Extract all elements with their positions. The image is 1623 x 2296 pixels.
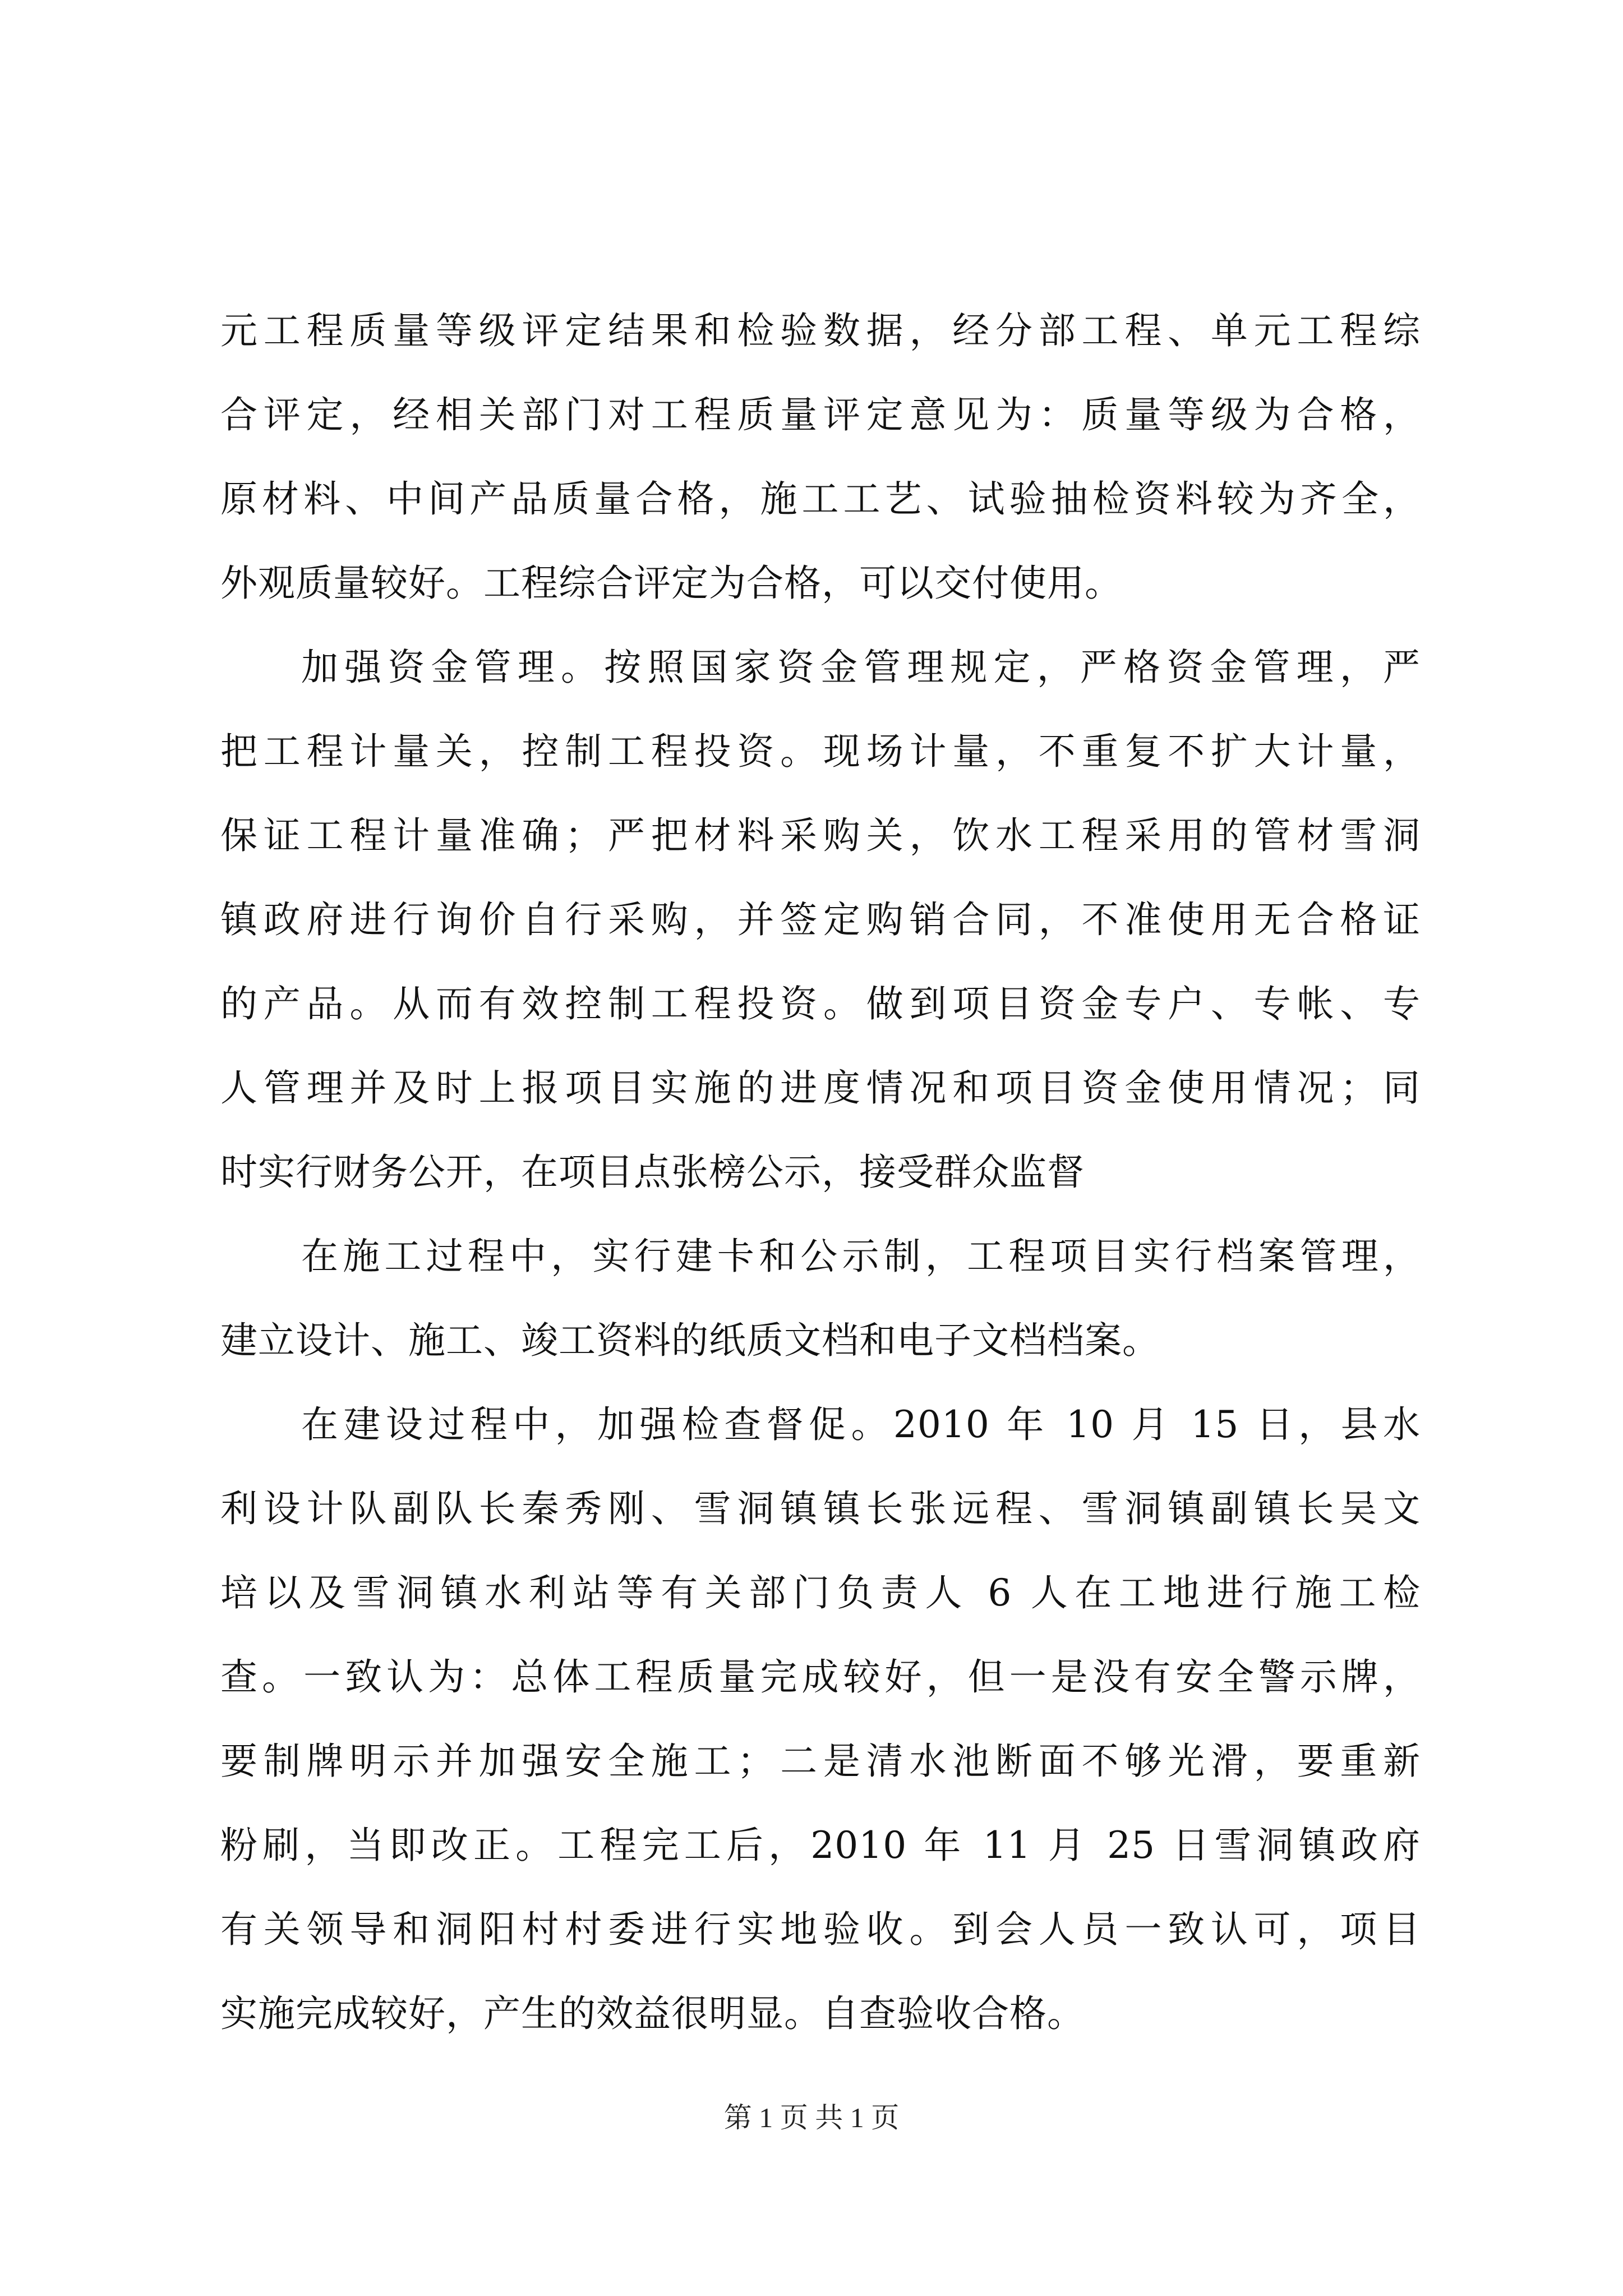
text-line: 建立设计、施工、竣工资料的纸质文档和电子文档档案。	[220, 1319, 1160, 1362]
text-line: 培以及雪洞镇水利站等有关部门负责人 6 人在工地进行施工检	[220, 1571, 1421, 1614]
text-line: 粉刷，当即改正。工程完工后，2010 年 11 月 25 日雪洞镇政府	[220, 1824, 1421, 1867]
text-line: 的产品。从而有效控制工程投资。做到项目资金专户、专帐、专	[220, 982, 1421, 1025]
text-line: 合评定，经相关部门对工程质量评定意见为：质量等级为合格，	[220, 393, 1421, 436]
text-line: 有关领导和洞阳村村委进行实地验收。到会人员一致认可，项目	[220, 1908, 1421, 1951]
text-line: 时实行财务公开，在项目点张榜公示，接受群众监督	[220, 1151, 1085, 1194]
paragraph-first-line: 加强资金管理。按照国家资金管理规定，严格资金管理，严	[301, 646, 1421, 689]
text-line: 把工程计量关，控制工程投资。现场计量，不重复不扩大计量，	[220, 730, 1421, 773]
paragraph-first-line: 在建设过程中，加强检查督促。2010 年 10 月 15 日，县水	[301, 1403, 1421, 1446]
text-line: 外观质量较好。工程综合评定为合格，可以交付使用。	[220, 562, 1122, 605]
page-number-footer: 第 1 页 共 1 页	[723, 2102, 900, 2133]
text-line: 元工程质量等级评定结果和检验数据，经分部工程、单元工程综	[220, 309, 1421, 352]
text-line: 要制牌明示并加强安全施工；二是清水池断面不够光滑，要重新	[220, 1740, 1421, 1783]
text-line: 人管理并及时上报项目实施的进度情况和项目资金使用情况；同	[220, 1066, 1421, 1110]
text-line: 镇政府进行询价自行采购，并签定购销合同，不准使用无合格证	[220, 898, 1421, 941]
text-line: 保证工程计量准确；严把材料采购关，饮水工程采用的管材雪洞	[220, 814, 1421, 857]
text-line: 实施完成较好，产生的效益很明显。自查验收合格。	[220, 1992, 1085, 2035]
text-line: 原材料、中间产品质量合格，施工工艺、试验抽检资料较为齐全，	[220, 477, 1421, 521]
text-line: 查。一致认为：总体工程质量完成较好，但一是没有安全警示牌，	[220, 1655, 1421, 1699]
text-line: 利设计队副队长秦秀刚、雪洞镇镇长张远程、雪洞镇副镇长吴文	[220, 1487, 1421, 1530]
paragraph-first-line: 在施工过程中，实行建卡和公示制，工程项目实行档案管理，	[301, 1235, 1421, 1278]
